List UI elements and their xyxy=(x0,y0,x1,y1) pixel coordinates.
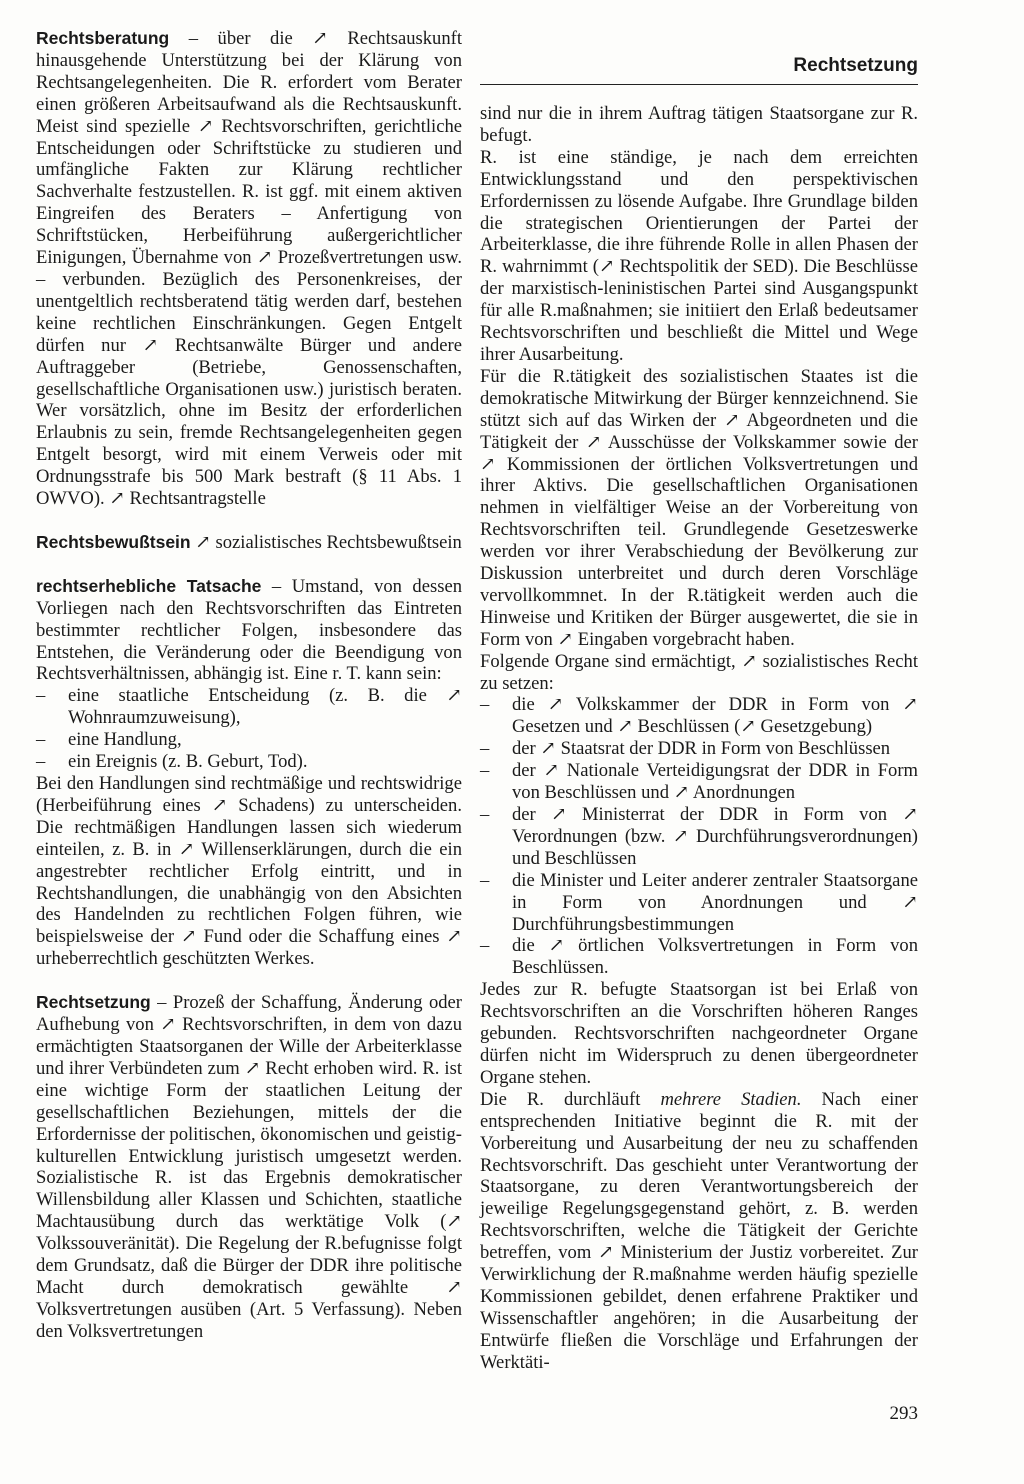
list-item: – die Minister und Leiter anderer zentraler Staatsorgane in Form von Anordnungen und ↗ Durchführungsbestimmungen xyxy=(480,870,918,936)
right-column xyxy=(480,103,918,1374)
entry-paragraph: Bei den Handlungen sind rechtmäßige und rechtswidrige (Herbeiführung eines ↗ Schadens) zu unterscheiden. Die rechtmäßigen Handlungen lassen sich wiederum einteilen, z. B. in ↗ Willenserklärungen, durch die ein angestrebter rechtlicher Erfolg eintritt, und in Rechtshandlungen, die unabhängig von den Absichten des Handelnden zu rechtlichen Folgen führen, wie beispielsweise der ↗ Fund oder die Schaffung eines ↗ urheberrechtlich geschützten Werkes. xyxy=(36,773,462,970)
entry-term: Rechtsbewußtsein xyxy=(36,531,191,552)
list-item: – der ↗ Staatsrat der DDR in Form von Beschlüssen xyxy=(480,738,918,760)
left-column xyxy=(36,28,462,1365)
entry-text: – über die ↗ Rechtsauskunft hinausgehende Unterstützung bei der Klärung von Rechtsangelegenheiten. Die R. erfordert vom Berater einen größeren Arbeitsaufwand als die Rechtsauskunft. Meist sind spezielle ↗ Rechtsvorschriften, gerichtliche Entscheidungen oder Schriftstücke zu studieren und umfängliche Fakten zur Klärung rechtlicher Sachverhalte festzustellen. R. ist ggf. mit einem aktiven Eingreifen des Beraters – Anfertigung von Schriftstücken, Herbeiführung außergerichtlicher Einigungen, Übernahme von ↗ Prozeßvertretungen usw. – verbunden. Bezüglich des Personenkreises, der unentgeltlich rechtsberatend tätig werden darf, bestehen keine rechtlichen Einschränkungen. Gegen Entgelt dürfen nur ↗ Rechtsanwälte Bürger und andere Auftraggeber (Betriebe, Genossenschaften, gesellschaftliche Organisationen usw.) juristisch beraten. Wer vorsätzlich, ohne im Besitz der erforderlichen Erlaubnis zu sein, fremde Rechtsangelegenheiten gegen Entgelt besorgt, wird mit einem Verweis oder mit Ordnungsstrafe bis 500 Mark bestraft (§ 11 Abs. 1 OWVO). ↗ Rechtsantragstelle xyxy=(36,28,462,510)
entry-paragraph xyxy=(36,532,462,554)
entry-term: rechtserhebliche Tatsache xyxy=(36,575,262,596)
entry-term: Rechtsberatung xyxy=(36,28,170,48)
dash-list xyxy=(36,685,462,773)
italic-text: mehrere Stadien. xyxy=(660,1088,802,1110)
paragraph: Für die R.tätigkeit des sozialistischen Staates ist die demokratische Mitwirkung der Bürger kennzeichnend. Sie stützt sich auf das Wirken der ↗ Abgeordneten und die Tätigkeit der ↗ Ausschüsse der Volkskammer sowie der ↗ Kommissionen der örtlichen Volksvertretungen und ihrer Aktivs. Die gesellschaftlichen Organisationen nehmen in vielfältiger Weise an der Vorbereitung von Rechtsvorschriften teil. Grundlegende Gesetzeswerke werden vor ihrer Verabschiedung der Bevölkerung zur Diskussion unterbreitet und durch deren Vorschläge vervollkommnet. In der R.tätigkeit werden auch die Hinweise und Kritiken der Bürger ausgewertet, die sie in Form von ↗ Eingaben vorgebracht haben. xyxy=(480,365,918,650)
entry-rechtsetzung xyxy=(36,992,462,1343)
list-item: – der ↗ Ministerrat der DDR in Form von ↗ Verordnungen (bzw. ↗ Durchführungsverordnungen) und Beschlüssen xyxy=(480,804,918,870)
entry-rechtsberatung xyxy=(36,28,462,510)
list-item: – die ↗ Volkskammer der DDR in Form von ↗ Gesetzen und ↗ Beschlüssen (↗ Gesetzgebung) xyxy=(480,694,918,738)
header-rule xyxy=(480,84,918,85)
entry-term: Rechtsetzung xyxy=(36,992,151,1013)
entry-rechtserhebliche-tatsache xyxy=(36,576,462,970)
entry-text: – Prozeß der Schaffung, Änderung oder Aufhebung von ↗ Rechtsvorschriften, in dem von dazu ermächtigten Staatsorganen der Wille der Arbeiterklasse und ihrer Verbündeten zum ↗ Recht erhoben wird. R. ist eine wichtige Form der staatlichen Leitung der gesellschaftlichen Beziehungen, mittels der die Erfordernisse der politischen, ökonomischen und geistig-kulturellen Entwicklung juristisch umgesetzt werden. Sozialistische R. ist das Ergebnis demokratischer Willensbildung aller Klassen und Schichten, staatliche Machtausübung durch das werktätige Volk (↗ Volkssouveränität). Die Regelung der R.befugnisse folgt dem Grundsatz, daß die Bürger der DDR ihre politische Macht durch demokratisch gewählte ↗ Volksvertretungen ausüben (Art. 5 Verfassung). Neben den Volksvertretungen xyxy=(36,992,462,1342)
page-number: 293 xyxy=(889,1403,918,1424)
entry-text: – Umstand, von dessen Vorliegen nach den Rechtsvorschriften das Eintreten bestimmter rechtlicher Folgen, insbesondere das Entstehen, die Veränderung oder die Beendigung von Rechtsverhältnissen, abhängig ist. Eine r. T. kann sein: xyxy=(36,575,463,685)
entry-text: ↗ sozialistisches Rechtsbewußtsein xyxy=(190,531,462,553)
list-item: – ein Ereignis (z. B. Geburt, Tod). xyxy=(36,751,462,773)
paragraph: Folgende Organe sind ermächtigt, ↗ sozialistisches Recht zu setzen: xyxy=(480,650,918,694)
list-item: – die ↗ örtlichen Volksvertretungen in Form von Beschlüssen. xyxy=(480,935,918,979)
running-head: Rechtsetzung xyxy=(793,55,918,76)
paragraph: Jedes zur R. befugte Staatsorgan ist bei Erlaß von Rechtsvorschriften an die Vorschriften höheren Ranges gebunden. Rechtsvorschriften nachgeordneter Organe dürfen nicht im Widerspruch zu denen übergeordneter Organe stehen. xyxy=(480,979,918,1088)
entry-paragraph xyxy=(36,576,462,686)
list-item: – eine Handlung, xyxy=(36,729,462,751)
paragraph: R. ist eine ständige, je nach dem erreichten Entwicklungsstand und den perspektivischen Erfordernissen zu lösende Aufgabe. Ihre Grundlage bilden die strategischen Orientierungen der Partei der Arbeiterklasse, die ihre führende Rolle in allen Phasen der R. wahrnimmt (↗ Rechtspolitik der SED). Die Beschlüsse der marxistisch-leninistischen Partei sind Ausgangspunkt für alle R.maßnahmen; sie initiiert den Erlaß bedeutsamer Rechtsvorschriften und beschließt die Mittel und Wege ihrer Ausarbeitung. xyxy=(480,146,918,365)
list-item: – eine staatliche Entscheidung (z. B. die ↗ Wohnraumzuweisung), xyxy=(36,685,462,729)
dash-list xyxy=(480,694,918,979)
entry-rechtsbewusstsein xyxy=(36,532,462,554)
entry-paragraph xyxy=(36,992,462,1343)
list-item: – der ↗ Nationale Verteidigungsrat der DDR in Form von Beschlüssen und ↗ Anordnungen xyxy=(480,760,918,804)
paragraph: sind nur die in ihrem Auftrag tätigen Staatsorgane zur R. befugt. xyxy=(480,103,918,146)
text-run: Die R. durchläuft xyxy=(480,1088,661,1110)
paragraph xyxy=(480,1089,918,1374)
text-run: Nach einer entsprechenden Initiative beginnt die R. mit der Vorbereitung und Ausarbeitung der neu zu schaffenden Rechtsvorschrift. Das geschieht unter Verantwortung der Staatsorgane, zu deren Verantwortungsbereich der jeweilige Regelungsgegenstand gehört, z. B. werden Rechtsvorschriften, welche die Tätigkeit der Gerichte betreffen, vom ↗ Ministerium der Justiz vorbereitet. Zur Verwirklichung der R.maßnahme werden häufig spezielle Kommissionen gebildet, denen erfahrene Praktiker und Wissenschaftler angehören; in die Ausarbeitung der Entwürfe fließen die Vorschläge und Erfahrungen der Werktäti- xyxy=(480,1088,918,1373)
entry-paragraph xyxy=(36,28,462,510)
